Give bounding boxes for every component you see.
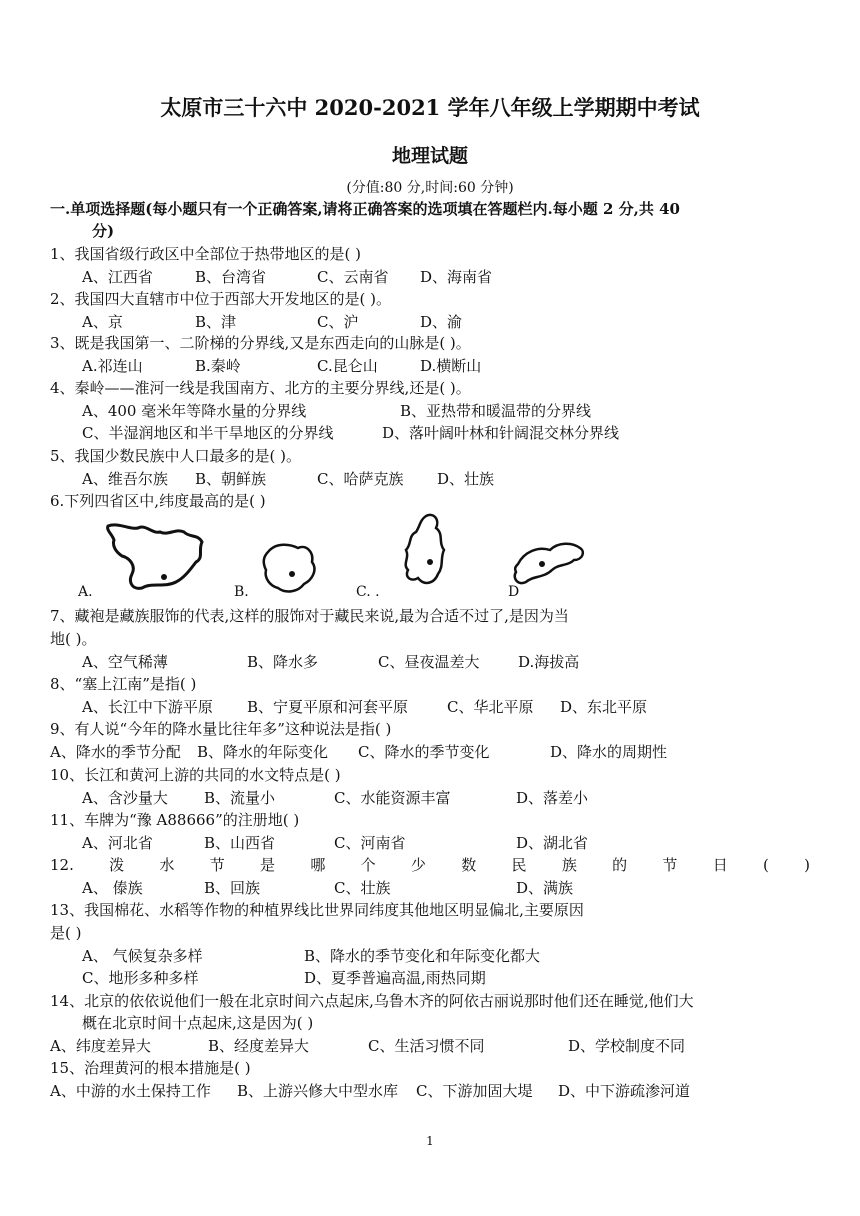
q12-part: 水 <box>159 856 175 874</box>
q12-part: 个 <box>360 856 376 874</box>
q12-part: 哪 <box>310 856 326 874</box>
option-c: C、生活习惯不同 <box>368 1037 485 1055</box>
option-a: A、400 毫米年等降水量的分界线 <box>82 402 307 420</box>
option-b: B、经度差异大 <box>208 1037 310 1055</box>
q12-part: 数 <box>461 856 477 874</box>
option-a: A、河北省 <box>82 834 153 852</box>
option-c: C、下游加固大堤 <box>416 1082 533 1100</box>
option-a: A、中游的水土保持工作 <box>50 1082 211 1100</box>
option-c: C.昆仑山 <box>317 357 378 375</box>
question-8: 8、“塞上江南”是指( ) <box>50 675 197 693</box>
option-c: C、壮族 <box>334 879 391 897</box>
option-d: D、东北平原 <box>560 698 648 716</box>
q12-part: 泼 <box>109 856 125 874</box>
option-d: D、海南省 <box>420 268 493 286</box>
option-a: A、维吾尔族 <box>82 470 168 488</box>
q12-part: 族 <box>561 856 577 874</box>
q12-part: 民 <box>511 856 527 874</box>
option-c: C、哈萨克族 <box>317 470 404 488</box>
option-b: B、宁夏平原和河套平原 <box>247 698 409 716</box>
province-b-outline <box>264 545 315 592</box>
q12-part: 是 <box>260 856 276 874</box>
option-a: A.祁连山 <box>82 357 143 375</box>
q12-part: ) <box>804 856 810 874</box>
option-d: D、壮族 <box>437 470 495 488</box>
option-d: D.海拔高 <box>518 653 580 671</box>
option-a: A、 气候复杂多样 <box>82 947 203 965</box>
question-5: 5、我国少数民族中人口最多的是( )。 <box>50 447 302 465</box>
option-b: B、山西省 <box>204 834 276 852</box>
exam-meta: (分值:80 分,时间:60 分钟) <box>346 180 514 196</box>
option-d: D、降水的周期性 <box>550 743 668 761</box>
option-d: D、学校制度不同 <box>568 1037 686 1055</box>
page-number: 1 <box>426 1134 434 1148</box>
province-a-outline <box>108 525 202 588</box>
section-heading-line1: 一.单项选择题(每小题只有一个正确答案,请将正确答案的选项填在答题栏内.每小题 2 分,共 40 <box>50 200 680 218</box>
option-b: B、亚热带和暖温带的分界线 <box>400 402 592 420</box>
option-a: A、纬度差异大 <box>50 1037 151 1055</box>
question-6-maps <box>72 512 592 602</box>
map-label-c: C. . <box>356 584 380 600</box>
province-c-outline <box>406 515 444 583</box>
question-11: 11、车牌为“豫 A88666”的注册地( ) <box>50 811 300 829</box>
option-d: D、满族 <box>516 879 574 897</box>
q12-part: 节 <box>662 856 678 874</box>
question-12 <box>50 855 810 875</box>
option-b: B、降水的年际变化 <box>197 743 329 761</box>
option-b: B、朝鲜族 <box>195 470 267 488</box>
question-13-cont: 是( ) <box>50 924 82 942</box>
exam-title: 太原市三十六中 2020-2021 学年八年级上学期期中考试 <box>160 95 700 120</box>
option-b: B、津 <box>195 313 237 331</box>
map-label-d: D <box>508 584 520 600</box>
question-13: 13、我国棉花、水稻等作物的种植界线比世界同纬度其他地区明显偏北,主要原因 <box>50 901 584 919</box>
option-d: D、落叶阔叶林和针阔混交林分界线 <box>382 424 620 442</box>
option-c: C、半湿润地区和半干旱地区的分界线 <box>82 424 334 442</box>
question-1: 1、我国省级行政区中全部位于热带地区的是( ) <box>50 245 362 263</box>
option-d: D、湖北省 <box>516 834 589 852</box>
province-a-dot <box>161 574 167 580</box>
q12-part: 少 <box>410 856 426 874</box>
option-d: D、中下游疏渗河道 <box>558 1082 691 1100</box>
question-4: 4、秦岭——淮河一线是我国南方、北方的主要分界线,还是( )。 <box>50 379 471 397</box>
section-heading-line2: 分) <box>92 222 115 240</box>
q12-part: 节 <box>209 856 225 874</box>
option-c: C、沪 <box>317 313 359 331</box>
option-b: B、上游兴修大中型水库 <box>237 1082 399 1100</box>
q12-part: 的 <box>612 856 628 874</box>
q12-part: ( <box>763 856 769 874</box>
option-b: B、降水多 <box>247 653 319 671</box>
option-a: A、降水的季节分配 <box>50 743 181 761</box>
q12-part: 日 <box>712 856 728 874</box>
option-d: D.横断山 <box>420 357 482 375</box>
option-a: A、含沙量大 <box>82 789 168 807</box>
question-14-cont: 概在北京时间十点起床,这是因为( ) <box>82 1014 314 1032</box>
option-c: C、云南省 <box>317 268 389 286</box>
question-7: 7、藏袍是藏族服饰的代表,这样的服饰对于藏民来说,最为合适不过了,是因为当 <box>50 607 569 625</box>
option-b: B.秦岭 <box>195 357 241 375</box>
map-label-a: A. <box>78 584 93 600</box>
province-b-dot <box>289 571 295 577</box>
province-c-dot <box>427 559 433 565</box>
option-a: A、空气稀薄 <box>82 653 168 671</box>
province-d-outline <box>515 544 583 583</box>
option-b: B、回族 <box>204 879 261 897</box>
option-c: C、降水的季节变化 <box>358 743 490 761</box>
option-b: B、台湾省 <box>195 268 267 286</box>
option-a: A、长江中下游平原 <box>82 698 213 716</box>
question-2: 2、我国四大直辖市中位于西部大开发地区的是( )。 <box>50 290 392 308</box>
option-d: D、落差小 <box>516 789 589 807</box>
section-heading <box>50 198 795 242</box>
option-a: A、京 <box>82 313 123 331</box>
option-c: C、华北平原 <box>447 698 534 716</box>
question-9: 9、有人说“今年的降水量比往年多”这种说法是指( ) <box>50 720 392 738</box>
option-b: B、降水的季节变化和年际变化都大 <box>304 947 541 965</box>
option-c: C、地形多种多样 <box>82 969 199 987</box>
question-14: 14、北京的依依说他们一般在北京时间六点起床,乌鲁木齐的阿依古丽说那时他们还在睡觉,他们大 <box>50 992 694 1010</box>
province-d-dot <box>539 561 545 567</box>
question-3: 3、既是我国第一、二阶梯的分界线,又是东西走向的山脉是( )。 <box>50 334 471 352</box>
option-d: D、渝 <box>420 313 463 331</box>
option-c: C、河南省 <box>334 834 406 852</box>
question-15: 15、治理黄河的根本措施是( ) <box>50 1059 251 1077</box>
exam-subtitle: 地理试题 <box>391 145 468 167</box>
option-c: C、水能资源丰富 <box>334 789 451 807</box>
q12-part: 12. <box>50 856 74 874</box>
option-c: C、昼夜温差大 <box>378 653 480 671</box>
question-6: 6.下列四省区中,纬度最高的是( ) <box>50 492 266 510</box>
option-d: D、夏季普遍高温,雨热同期 <box>304 969 486 987</box>
question-10: 10、长江和黄河上游的共同的水文特点是( ) <box>50 766 341 784</box>
option-a: A、 傣族 <box>82 879 143 897</box>
option-a: A、江西省 <box>82 268 153 286</box>
option-b: B、流量小 <box>204 789 276 807</box>
question-7-cont: 地( )。 <box>50 630 97 648</box>
map-label-b: B. <box>234 584 249 600</box>
